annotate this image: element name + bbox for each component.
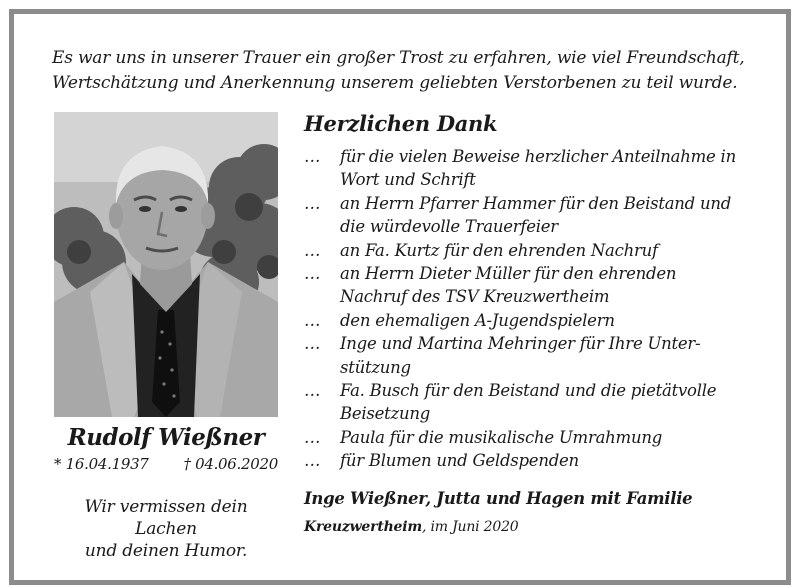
thanks-item-line: stützung (340, 357, 411, 377)
thanks-item-line: Nachruf des TSV Kreuzwertheim (340, 287, 610, 307)
intro-line-1: Es war uns in unserer Trauer ein großer Trost zu erfahren, wie viel Freundschaft, (52, 48, 745, 68)
thanks-item (304, 239, 764, 262)
ellipsis-marker: … (304, 147, 321, 166)
place-and-date (304, 519, 519, 535)
thanks-item-line: für die vielen Beweise herzlicher Anteilnahme in (340, 147, 736, 166)
ellipsis-marker: … (304, 451, 321, 471)
thanks-item (304, 145, 764, 168)
ellipsis-marker: … (304, 193, 321, 213)
thanks-item (304, 426, 764, 449)
birth-date: * 16.04.1937 (54, 455, 149, 473)
death-date: † 04.06.2020 (183, 455, 278, 473)
motto-text (54, 496, 278, 562)
thanks-item-line: Paula für die musikalische Umrahmung (340, 427, 663, 447)
family-signature: Inge Wießner, Jutta und Hagen mit Familie (304, 489, 693, 508)
deceased-name: Rudolf Wießner (67, 424, 265, 451)
motto-line-2: und deinen Humor. (84, 541, 248, 561)
thanks-item (304, 192, 764, 215)
thanks-item-line: den ehemaligen A-Jugendspielern (340, 310, 615, 330)
ellipsis-marker: … (304, 264, 321, 284)
thanks-item-continuation (304, 215, 764, 238)
ellipsis-marker: … (304, 334, 321, 354)
thanks-item-line: an Herrn Dieter Müller für den ehrenden (340, 264, 677, 284)
thanks-item-line: an Herrn Pfarrer Hammer für den Beistand und (340, 193, 732, 213)
thanks-item-continuation (304, 356, 764, 379)
ellipsis-marker: … (304, 381, 321, 401)
thanks-item-line: an Fa. Kurtz für den ehrenden Nachruf (340, 240, 658, 260)
thanks-heading: Herzlichen Dank (304, 111, 498, 136)
life-dates (54, 455, 278, 473)
thanks-item-continuation (304, 402, 764, 425)
thanks-item-continuation (304, 168, 764, 191)
ellipsis-marker: … (304, 240, 321, 260)
date-text: , im Juni 2020 (422, 519, 519, 535)
motto-line-1: Wir vermissen dein Lachen (84, 497, 248, 539)
thanks-list (304, 145, 764, 473)
thanks-item-line: Beisetzung (340, 404, 431, 424)
thanks-item-continuation (304, 285, 764, 308)
thanks-item (304, 262, 764, 285)
portrait-photo (54, 112, 278, 417)
intro-line-2: Wertschätzung und Anerkennung unserem geliebten Verstorbenen zu teil wurde. (52, 73, 738, 93)
thanks-item (304, 309, 764, 332)
intro-text (52, 46, 752, 96)
thanks-item-line: Wort und Schrift (340, 170, 476, 190)
place-name: Kreuzwertheim (304, 519, 422, 535)
thanks-item (304, 379, 764, 402)
ellipsis-marker: … (304, 427, 321, 447)
portrait-illustration (54, 112, 278, 417)
thanks-item-line: für Blumen und Geldspenden (340, 451, 579, 471)
thanks-item-line: die würdevolle Trauerfeier (340, 217, 558, 237)
thanks-item (304, 449, 764, 472)
ellipsis-marker: … (304, 310, 321, 330)
thanks-item (304, 332, 764, 355)
thanks-item-line: Inge und Martina Mehringer für Ihre Unter- (340, 334, 701, 354)
thanks-item-line: Fa. Busch für den Beistand und die pietätvolle (340, 381, 717, 401)
